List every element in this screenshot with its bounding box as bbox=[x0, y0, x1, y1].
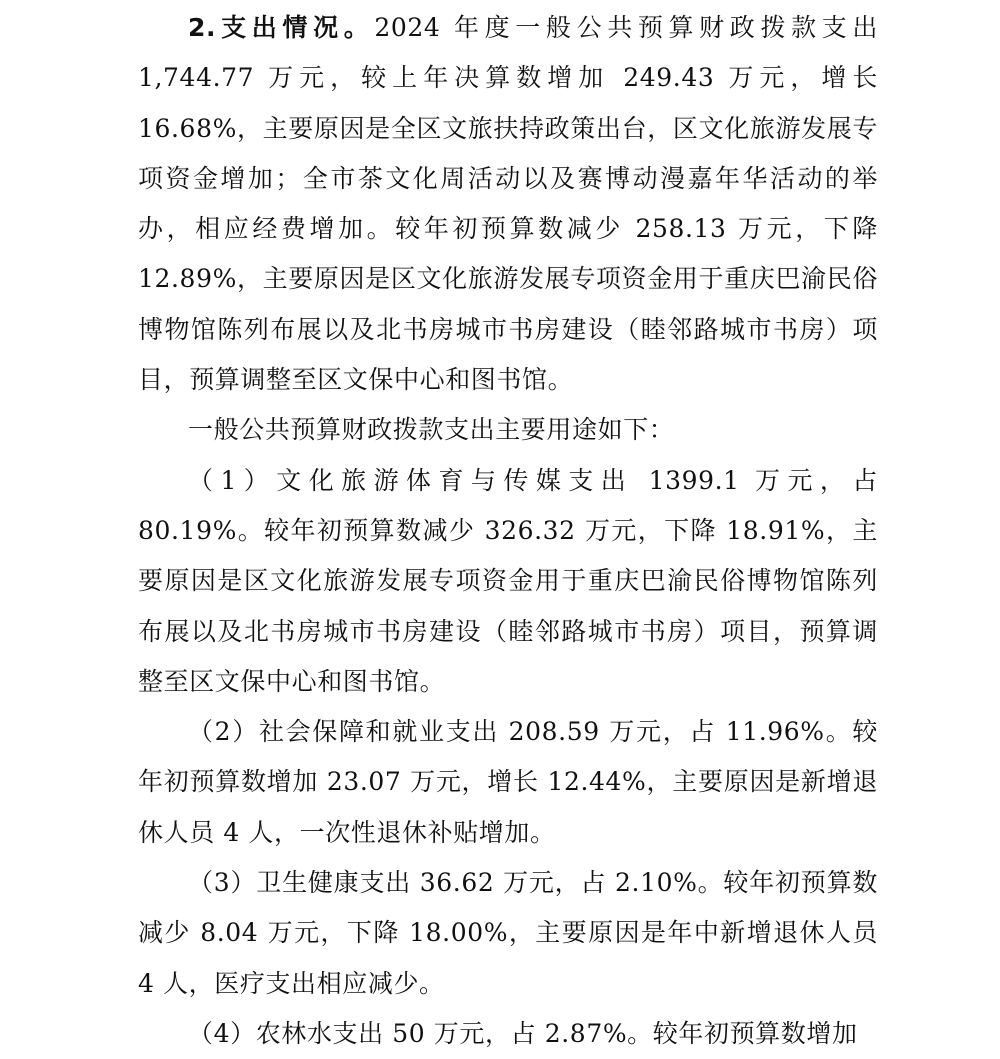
item-culture-tourism: （1）文化旅游体育与传媒支出 1399.1 万元，占 80.19%。较年初预算数减少 326.32 万元，下降 18.91%，主要原因是区文化旅游发展专项资金用于重庆巴渝民俗博物馆陈列布展以及北书房城市书房建设（睦邻路城市书房）项目，预算调整至区文保中心和图书馆。 bbox=[138, 465, 878, 696]
expenditure-paragraph bbox=[138, 3, 878, 405]
section-heading: 2.支出情况。 bbox=[188, 13, 375, 42]
item-health: （3）卫生健康支出 36.62 万元，占 2.10%。较年初预算数减少 8.04 万元，下降 18.00%，主要原因是年中新增退休人员 4 人，医疗支出相应减少。 bbox=[138, 868, 878, 998]
document-page bbox=[138, 3, 878, 1059]
item-agriculture: （4）农林水支出 50 万元，占 2.87%。较年初预算数增加 bbox=[188, 1018, 858, 1048]
section-body: 2024 年度一般公共预算财政拨款支出 1,744.77 万元，较上年决算数增加 249.43 万元，增长 16.68%，主要原因是全区文旅扶持政策出台，区文化旅游发展专项资金增加；全市茶文化周活动以及赛博动漫嘉年华活动的举办，相应经费增加。较年初预算数减少 258.13 万元，下降 12.89%，主要原因是区文化旅游发展专项资金用于重庆巴渝民俗博物馆陈列布展以及北书房城市书房建设（睦邻路城市书房）项目，预算调整至区文保中心和图书馆。 bbox=[138, 13, 878, 395]
usage-intro: 一般公共预算财政拨款支出主要用途如下： bbox=[188, 415, 675, 445]
item-social-security: （2）社会保障和就业支出 208.59 万元，占 11.96%。较年初预算数增加 23.07 万元，增长 12.44%，主要原因是新增退休人员 4 人，一次性退休补贴增加。 bbox=[138, 717, 878, 847]
